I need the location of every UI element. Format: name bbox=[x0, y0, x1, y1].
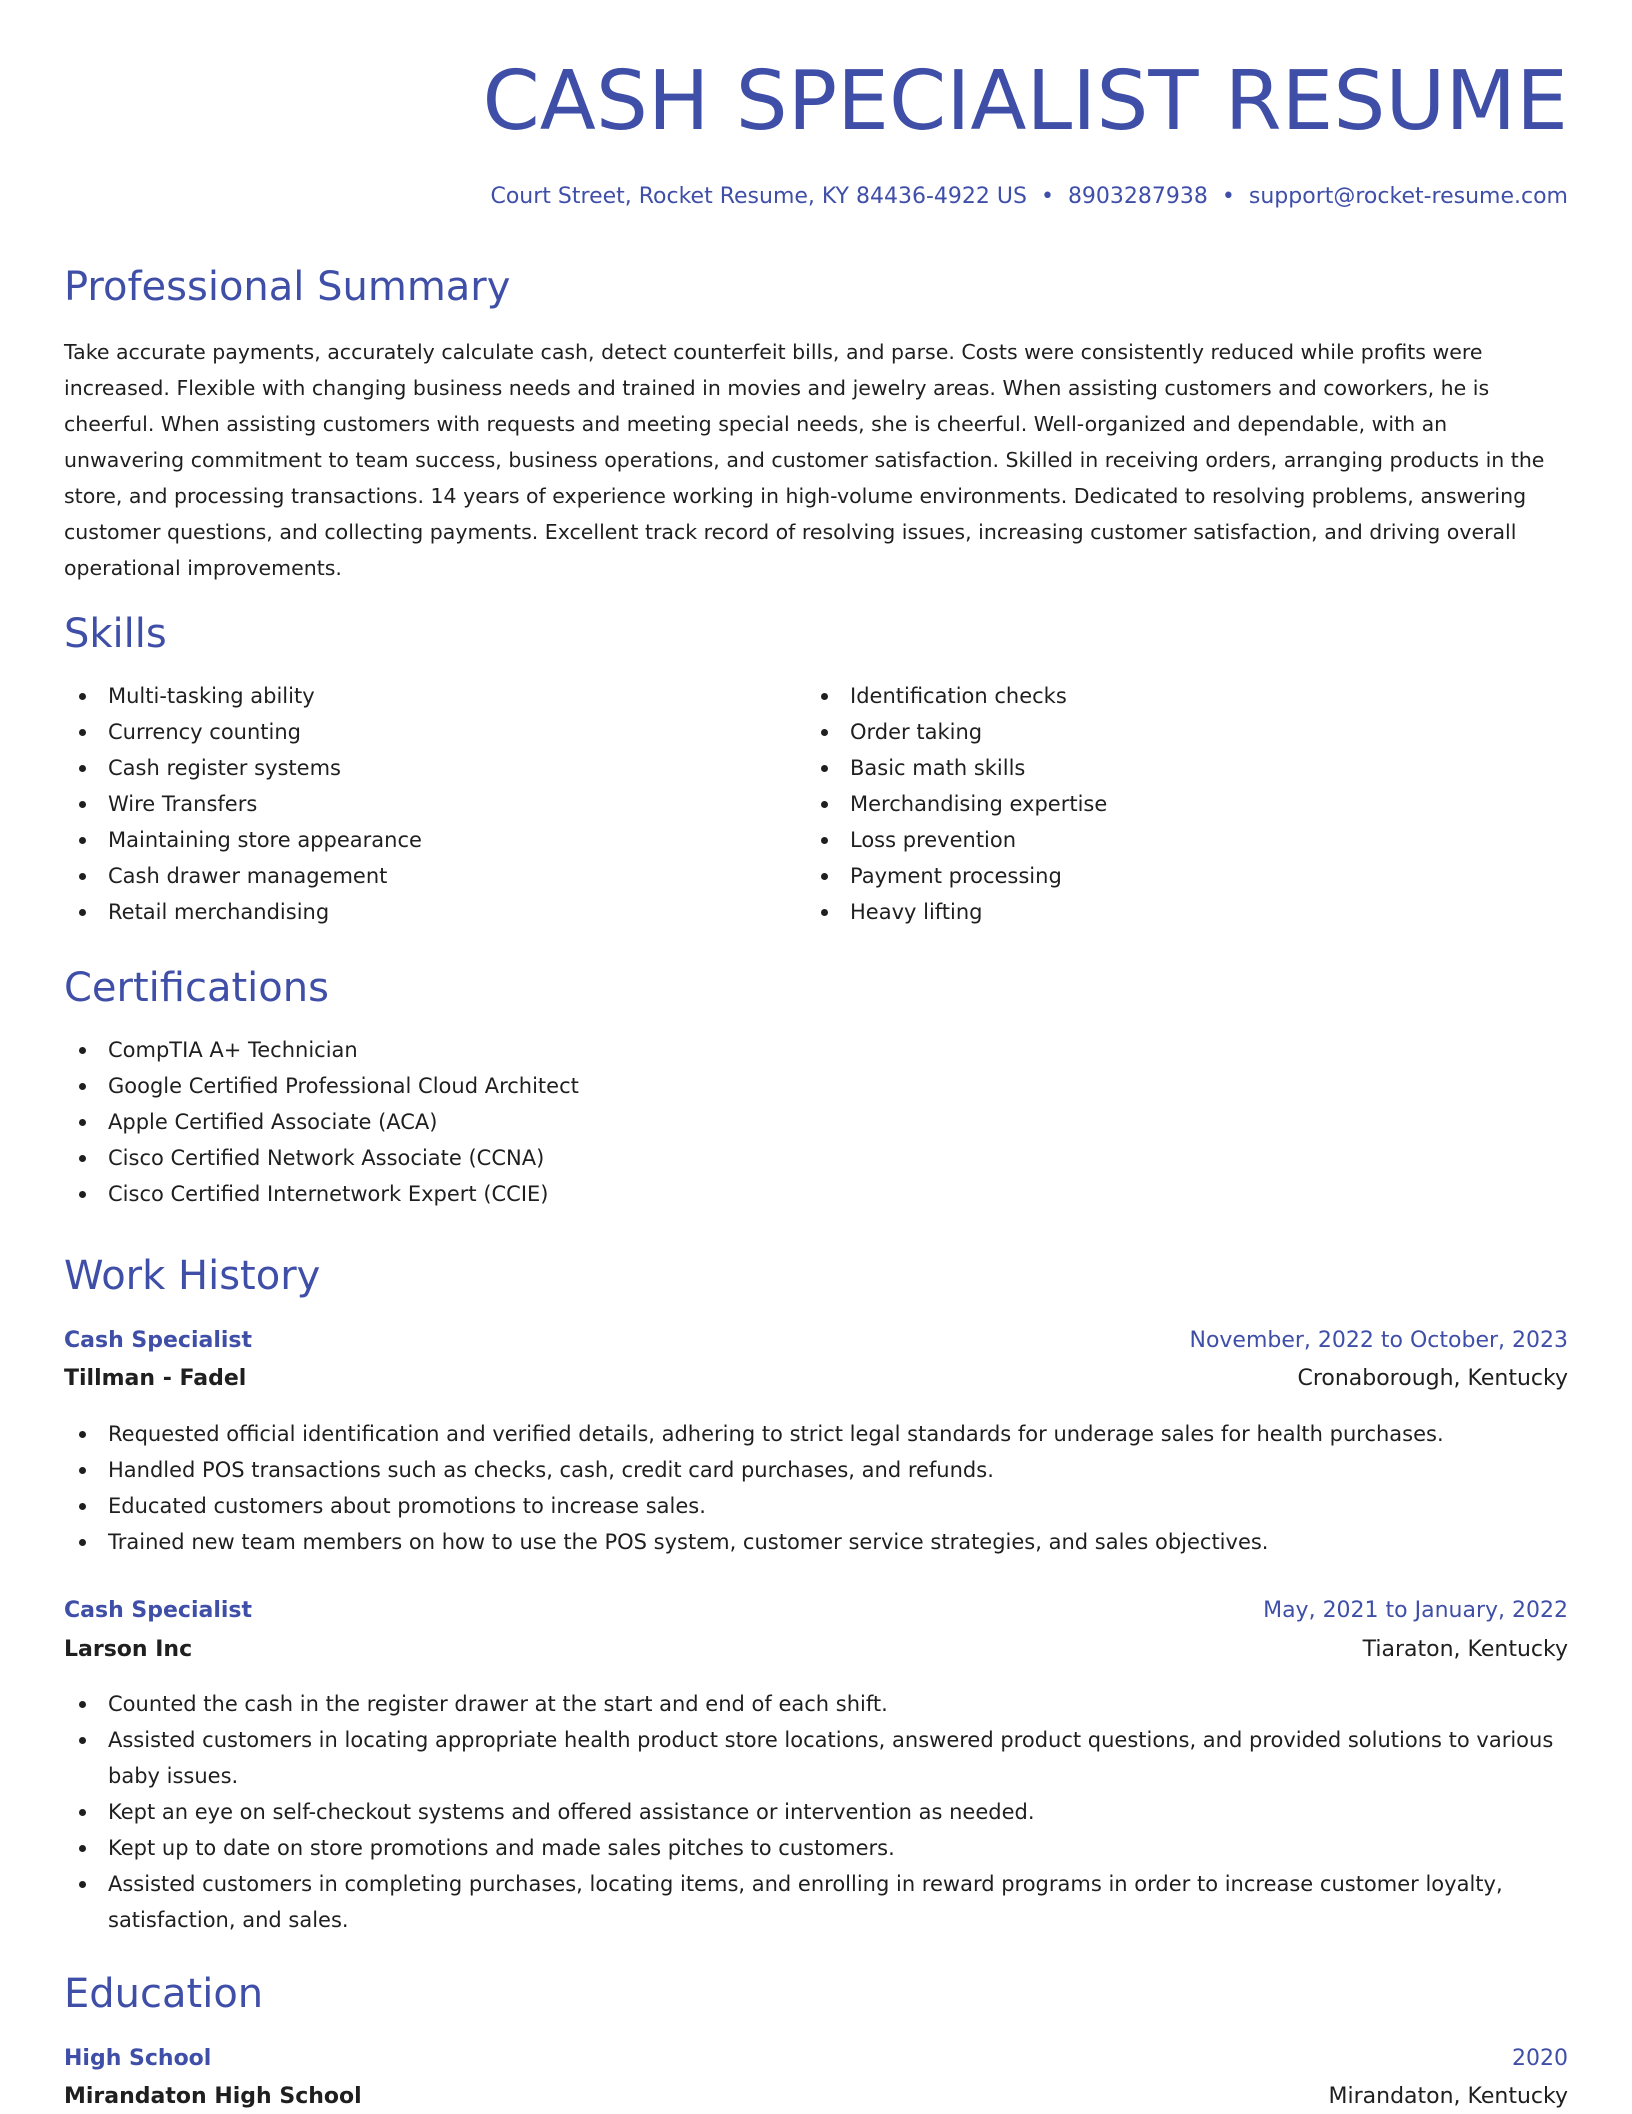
skill-item: Merchandising expertise bbox=[806, 786, 1536, 822]
skill-item: Heavy lifting bbox=[806, 894, 1536, 930]
skill-item: Cash register systems bbox=[64, 750, 794, 786]
skill-item: Multi-tasking ability bbox=[64, 678, 794, 714]
skill-item: Loss prevention bbox=[806, 822, 1536, 858]
skill-item: Retail merchandising bbox=[64, 894, 794, 930]
certifications-heading: Certifications bbox=[64, 965, 329, 1011]
certification-item: Google Certified Professional Cloud Architect bbox=[64, 1068, 1568, 1104]
job-company: Tillman - Fadel bbox=[64, 1366, 247, 1391]
certification-item: Cisco Certified Internetwork Expert (CCIE) bbox=[64, 1176, 1568, 1212]
skill-item: Order taking bbox=[806, 714, 1536, 750]
job-location: Cronaborough, Kentucky bbox=[1297, 1366, 1568, 1391]
education-year: 2020 bbox=[1512, 2046, 1568, 2071]
job-bullet: Assisted customers in locating appropriate health product store locations, answered product questions, and provided solutions to various baby issues. bbox=[64, 1722, 1568, 1794]
skill-item: Basic math skills bbox=[806, 750, 1536, 786]
contact-separator: • bbox=[1221, 184, 1235, 209]
education-location: Mirandaton, Kentucky bbox=[1328, 2084, 1568, 2109]
education-heading: Education bbox=[64, 1971, 264, 2017]
job-dates: November, 2022 to October, 2023 bbox=[1189, 1328, 1568, 1353]
skills-heading: Skills bbox=[64, 611, 167, 657]
skill-item: Maintaining store appearance bbox=[64, 822, 794, 858]
job-bullet: Assisted customers in completing purchases, locating items, and enrolling in reward programs in order to increase customer loyalty, satisfaction, and sales. bbox=[64, 1866, 1568, 1938]
job-title: Cash Specialist bbox=[64, 1328, 253, 1353]
job-bullet: Trained new team members on how to use the POS system, customer service strategies, and sales objectives. bbox=[64, 1524, 1568, 1560]
job-bullet: Requested official identification and verified details, adhering to strict legal standards for underage sales for health purchases. bbox=[64, 1416, 1568, 1452]
resume-title: CASH SPECIALIST RESUME bbox=[482, 54, 1568, 149]
contact-address: Court Street, Rocket Resume, KY 84436-4922 US bbox=[490, 184, 1027, 209]
job-bullets bbox=[64, 1416, 1568, 1560]
certification-item: Cisco Certified Network Associate (CCNA) bbox=[64, 1140, 1568, 1176]
contact-phone: 8903287938 bbox=[1067, 184, 1208, 209]
summary-text: Take accurate payments, accurately calculate cash, detect counterfeit bills, and parse. Costs were consistently reduced while profits were increased. Flexible with changing business needs and trained in movies and jewelry areas. When assisting customers and coworkers, he is cheerful. When assisting customers with requests and meeting special needs, she is cheerful. Well-organized and dependable, with an unwavering commitment to team success, business operations, and customer satisfaction. Skilled in receiving orders, arranging products in the store, and processing transactions. 14 years of experience working in high-volume environments. Dedicated to resolving problems, answering customer questions, and collecting payments. Excellent track record of resolving issues, increasing customer satisfaction, and driving overall operational improvements. bbox=[64, 340, 1545, 580]
skill-item: Currency counting bbox=[64, 714, 794, 750]
education-school: Mirandaton High School bbox=[64, 2084, 362, 2109]
job-bullet: Kept up to date on store promotions and made sales pitches to customers. bbox=[64, 1830, 1568, 1866]
contact-email: support@rocket-resume.com bbox=[1248, 184, 1568, 209]
skill-item: Wire Transfers bbox=[64, 786, 794, 822]
job-bullet: Counted the cash in the register drawer at the start and end of each shift. bbox=[64, 1686, 1568, 1722]
skills-list-left bbox=[64, 678, 794, 930]
skill-item: Payment processing bbox=[806, 858, 1536, 894]
job-bullet: Educated customers about promotions to increase sales. bbox=[64, 1488, 1568, 1524]
job-bullets bbox=[64, 1686, 1568, 1938]
contact-separator: • bbox=[1040, 184, 1054, 209]
job-title: Cash Specialist bbox=[64, 1598, 253, 1623]
skill-item: Identification checks bbox=[806, 678, 1536, 714]
job-bullet: Handled POS transactions such as checks, cash, credit card purchases, and refunds. bbox=[64, 1452, 1568, 1488]
job-company: Larson Inc bbox=[64, 1637, 193, 1662]
job-bullet: Kept an eye on self-checkout systems and offered assistance or intervention as needed. bbox=[64, 1794, 1568, 1830]
certification-item: Apple Certified Associate (ACA) bbox=[64, 1104, 1568, 1140]
certifications-list bbox=[64, 1032, 1568, 1212]
summary-heading: Professional Summary bbox=[64, 264, 511, 310]
skill-item: Cash drawer management bbox=[64, 858, 794, 894]
work-history-heading: Work History bbox=[64, 1253, 321, 1299]
contact-line bbox=[490, 180, 1568, 214]
education-degree: High School bbox=[64, 2046, 212, 2071]
certification-item: CompTIA A+ Technician bbox=[64, 1032, 1568, 1068]
skills-list-right bbox=[806, 678, 1536, 930]
job-location: Tiaraton, Kentucky bbox=[1362, 1637, 1568, 1662]
job-dates: May, 2021 to January, 2022 bbox=[1263, 1598, 1568, 1623]
